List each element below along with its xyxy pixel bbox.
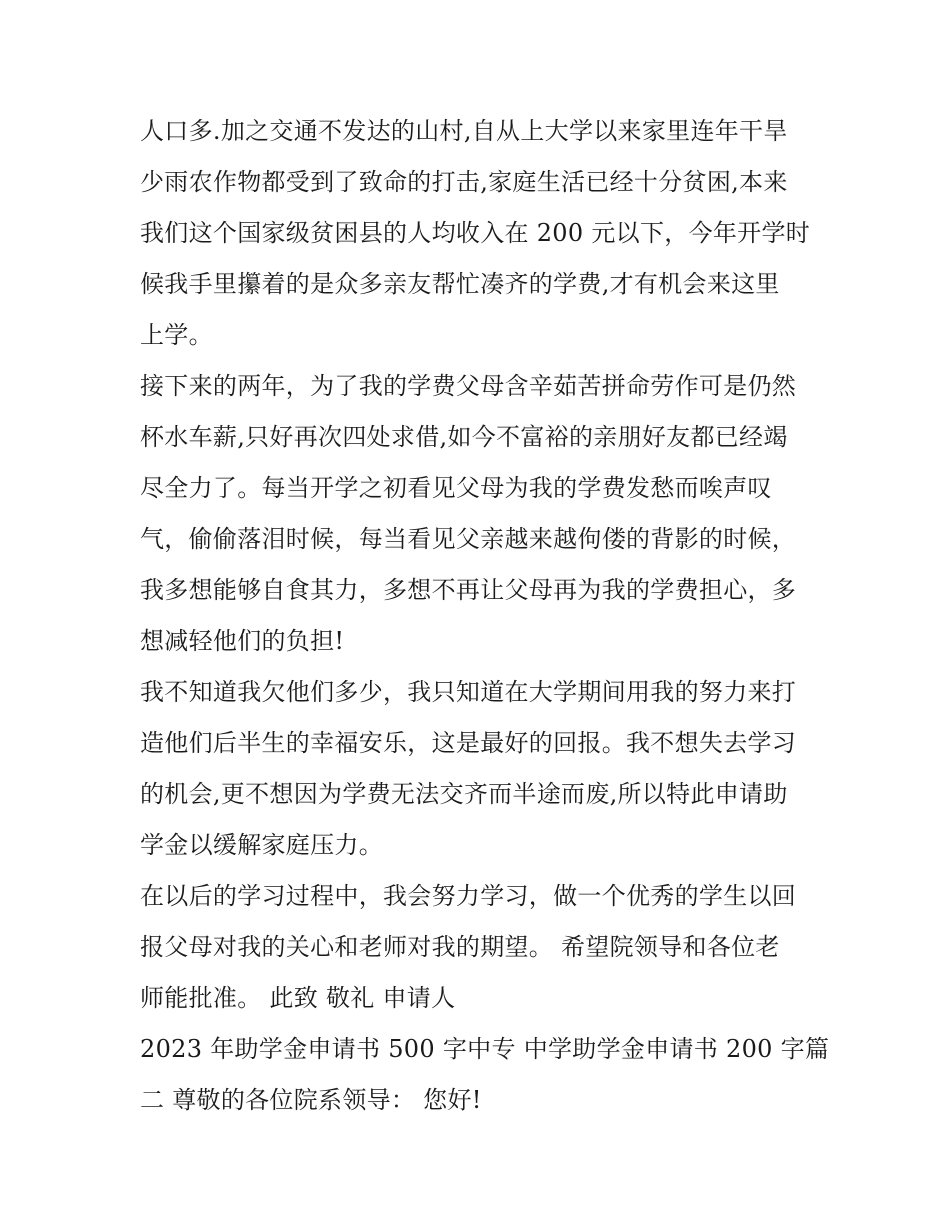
text-line: 在以后的学习过程中，我会努力学习，做一个优秀的学生以回 [140,882,797,910]
text-line: 我不知道我欠他们多少，我只知道在大学期间用我的努力来打 [140,678,797,706]
text-line: 报父母对我的关心和老师对我的期望。 希望院领导和各位老 [140,933,780,961]
paragraph-5 [140,1024,830,1126]
text-line: 接下来的两年，为了我的学费父母含辛茹苦拼命劳作可是仍然 [140,372,797,400]
text-line: 少雨农作物都受到了致命的打击,家庭生活已经十分贫困,本来 [140,168,788,196]
text-line: 学金以缓解家庭压力。 [140,831,383,859]
text-line: 上学。 [140,321,213,349]
text-line: 杯水车薪,只好再次四处求借,如今不富裕的亲朋好友都已经竭 [140,423,788,451]
text-line: 我们这个国家级贫困县的人均收入在 200 元以下，今年开学时 [140,219,811,247]
document-body [140,106,830,1126]
paragraph-4 [140,871,830,1024]
text-line: 候我手里攥着的是众多亲友帮忙凑齐的学费,才有机会来这里 [140,270,780,298]
text-line: 气，偷偷落泪时候，每当看见父亲越来越佝偻的背影的时候， [140,525,797,553]
text-line: 师能批准。 此致 敬礼 申请人 [140,984,456,1012]
text-line: 的机会,更不想因为学费无法交齐而半途而废,所以特此申请助 [140,780,788,808]
text-line: 人口多.加之交通不发达的山村,自从上大学以来家里连年干旱 [140,117,788,145]
text-line: 想减轻他们的负担! [140,627,345,655]
text-line: 二 尊敬的各位院系领导： 您好! [140,1086,482,1114]
text-line: 我多想能够自食其力，多想不再让父母再为我的学费担心，多 [140,576,797,604]
paragraph-2 [140,361,830,667]
paragraph-3 [140,667,830,871]
text-line: 尽全力了。每当开学之初看见父母为我的学费发愁而唉声叹 [140,474,772,502]
text-line: 2023 年助学金申请书 500 字中专 中学助学金申请书 200 字篇 [140,1035,830,1063]
text-line: 造他们后半生的幸福安乐，这是最好的回报。我不想失去学习 [140,729,797,757]
paragraph-1 [140,106,830,361]
